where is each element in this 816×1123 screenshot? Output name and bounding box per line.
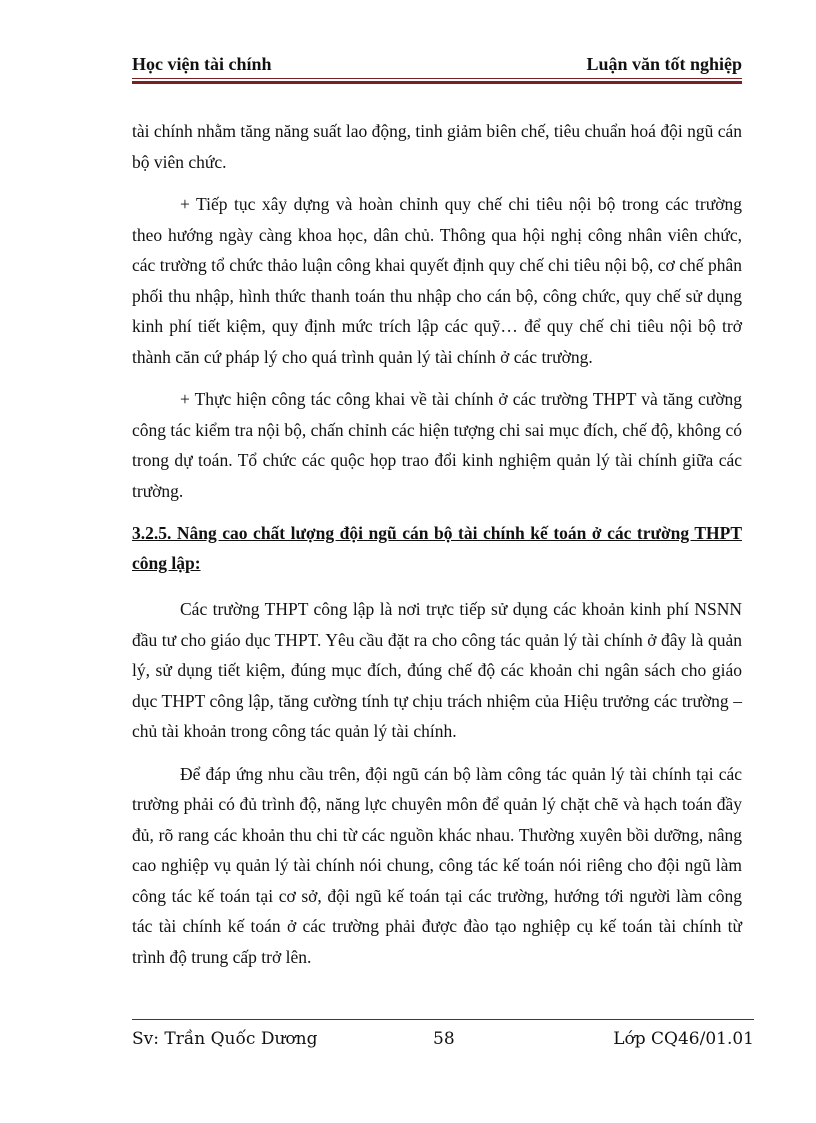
footer-student-name: Sv: Trần Quốc Dương bbox=[132, 1029, 318, 1049]
header-institution: Học viện tài chính bbox=[132, 54, 272, 74]
footer-divider bbox=[132, 1019, 754, 1020]
page-footer bbox=[132, 1026, 754, 1052]
paragraph-schools-budget: Các trường THPT công lập là nơi trực tiếp sử dụng các khoản kinh phí NSNN đầu tư cho giáo dục THPT. Yêu cầu đặt ra cho công tác quản lý tài chính ở đây là quản lý, sử dụng tiết kiệm, đúng mục đích, đúng chế độ các khoản chi ngân sách cho giáo dục THPT công lập, tăng cường tính tự chịu trách nhiệm của Hiệu trưởng các trường – chủ tài khoản trong công tác quản lý tài chính. bbox=[132, 599, 742, 741]
header-divider-thin bbox=[132, 78, 742, 79]
header-divider-thick bbox=[132, 81, 742, 84]
footer-class-code: Lớp CQ46/01.01 bbox=[613, 1029, 754, 1049]
footer-page-number: 58 bbox=[433, 1029, 455, 1049]
section-heading: 3.2.5. Nâng cao chất lượng đội ngũ cán bộ tài chính kế toán ở các trường THPT công lập: bbox=[132, 523, 742, 573]
paragraph-staff-training: Để đáp ứng nhu cầu trên, đội ngũ cán bộ làm công tác quản lý tài chính tại các trường phải có đủ trình độ, năng lực chuyên môn để quản lý chặt chẽ và hạch toán đầy đủ, rõ rang các khoản thu chi từ các nguồn khác nhau. Thường xuyên bồi dưỡng, nâng cao nghiệp vụ quản lý tài chính nói chung, công tác kế toán nói riêng cho đội ngũ làm công tác kế toán tại cơ sở, đội ngũ kế toán tại các trường, hướng tới người làm công tác tài chính kế toán ở các trường phải được đào tạo nghiệp cụ kế toán tài chính từ trình độ trung cấp trở lên. bbox=[132, 763, 742, 967]
paragraph-internal-spending-rules: + Tiếp tục xây dựng và hoàn chỉnh quy chế chi tiêu nội bộ trong các trường theo hướng ngày càng khoa học, dân chủ. Thông qua hội nghị công nhân viên chức, các trường tổ chức thảo luận công khai quyết định quy chế chi tiêu nội bộ, cơ chế phân phối thu nhập, hình thức thanh toán thu nhập cho cán bộ, công chức, quy chế sử dụng kinh phí tiết kiệm, quy định mức trích lập các quỹ… để quy chế chi tiêu nội bộ trở thành căn cứ pháp lý cho quá trình quản lý tài chính ở các trường. bbox=[132, 194, 742, 367]
page-header bbox=[132, 50, 742, 78]
header-document-type: Luận văn tốt nghiệp bbox=[586, 54, 742, 74]
page-body bbox=[132, 116, 742, 984]
paragraph-continuation: tài chính nhằm tăng năng suất lao động, tinh giảm biên chế, tiêu chuẩn hoá đội ngũ cán bộ viên chức. bbox=[132, 121, 742, 172]
paragraph-financial-disclosure: + Thực hiện công tác công khai về tài chính ở các trường THPT và tăng cường công tác kiểm tra nội bộ, chấn chỉnh các hiện tượng chi sai mục đích, chế độ, không có trong dự toán. Tổ chức các quộc họp trao đổi kinh nghiệm quản lý tài chính giữa các trường. bbox=[132, 389, 742, 501]
